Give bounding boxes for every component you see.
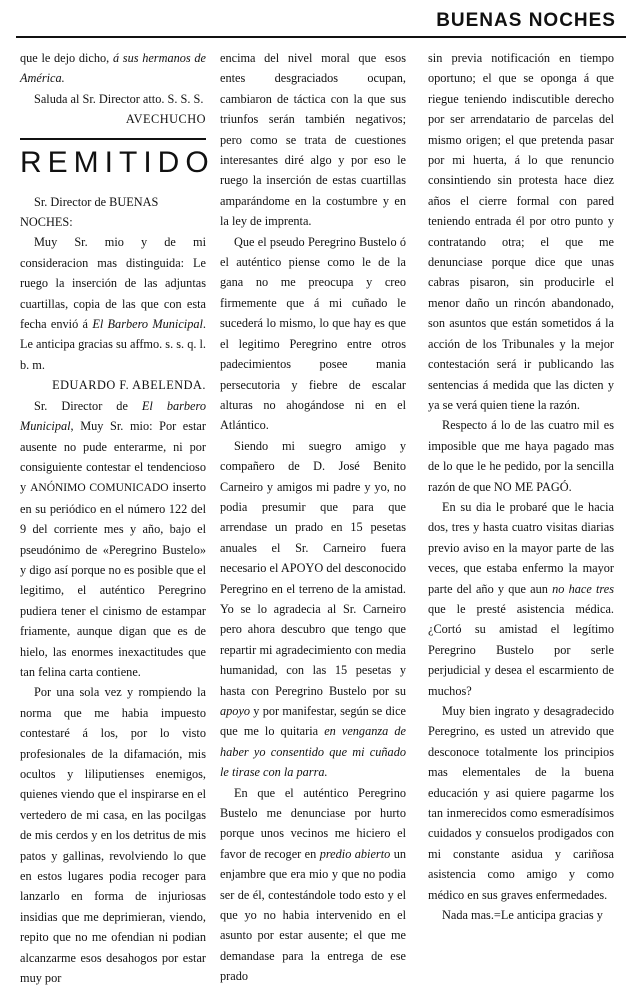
col1-letter-body: Sr. Director de El barbero Municipal, Muy Sr. mio: Por estar ausente no pude enterarme, ni por consiguiente contestar el tendencioso y ANÓNIMO COMUNICADO inserto en su periódico en el número 122 del 9 del corriente mes y año, bajo el pseudónimo de «Peregrino Bustelo» y digo así porque no es posible que el legitimo, el auténtico Peregrino pudiera tener el cinismo de estampar friamente, aunque digan que es de hielo, las enormes inexactitudes que tan felina carta contiene. xyxy=(20,398,206,679)
col3-paragraph-visitas: En su dia le probaré que le hacia dos, tres y hasta cuatro visitas diarias previo aviso en la mayor parte de las veces, que estaba enfermo la mayor parte del año y que aun no hace tres que le presté asistencia médica. ¿Cortó su amistad el legítimo Peregrino Bustelo por serle perjudicial y desea el escarmiento de muchos? xyxy=(428,499,614,698)
column-1 xyxy=(20,48,215,986)
col3-paragraph-1: sin previa notificación en tiempo oportuno; el que se oponga á que riegue teniendo indiscutible derecho por ser arrendatario de parcelas del mismo origen; el que pretenda pasar por mi huerta, á lo que renuncio consintiendo sin protesta hace diez años el cierre formal con pared teniendo entrada él por otro punto y contratando otra; el que me denunciase porque dice que unas cabras pisaron, sin producirle el menor daño un rincón abandonado, son asuntos que están sometidos á la acción de los Tribunales y la mejor contestación será ir publicando las sentencias á medida que las dicten y ya se verá quien tiene la razón. xyxy=(428,51,614,412)
col1-paragraph-norma: Por una sola vez y rompiendo la norma que me habia impuesto contestaré á los, por lo visto profesionales de la difamación, mis ocultos y liliputienses enemigos, quienes viendo que el inspirarse en el vertedero de mi casa, en las pocilgas de mis cerdos y en los detritus de mis patos y gallinas, revolviendo lo que en estos lugares podia recoger para lanzarlo en forma de injuriosas insidias que me deprimieran, viendo, repito que no me ofendian ni podian alcanzarme esos desahogos por estar muy por xyxy=(20,685,206,986)
newspaper-title: BUENAS NOCHES xyxy=(436,10,616,31)
col1-address-line: Sr. Director de BUENAS NOCHES: xyxy=(20,194,159,230)
col1-signature-avechucho: AVECHUCHO xyxy=(125,112,206,127)
col1-letter-intro: Muy Sr. mio y de mi consideracion mas distinguida: Le ruego la inserción de las adjuntas cuartillas, copia de las que con esta fecha envió á El Barbero Municipal. Le anticipa gracias su affmo. s. s. q. l. b. m. xyxy=(20,235,206,372)
col2-paragraph-pseudo: Que el pseudo Peregrino Bustelo ó el auténtico piense como le de la gana no me preocupa y creo firmemente que á mi cuñado le sucederá lo mismo, lo que hay es que el legitimo Peregrino entre otros padecimientos posee mania persecutoria y fiebre de escalar alturas no ahogándose ni en el Atlántico. xyxy=(220,234,406,433)
col1-paragraph-1: que le dejo dicho, á sus hermanos de América. xyxy=(20,51,206,86)
column-2 xyxy=(220,48,406,984)
col3-paragraph-ingrato: Muy bien ingrato y desagradecido Peregrino, es usted un atrevido que desconoce totalmente los principios mas elementales de la buena educación y asi quiere pagarme los tan inmerecidos como esmeradísimos cuidados y consuelos prodigados con mi constante asidua y cariñosa asistencia como amigo y como médico en sus graves enfermedades. xyxy=(428,704,614,902)
col2-paragraph-1: encima del nivel moral que esos entes desgraciados ocupan, cambiaron de táctica con la que sus triunfos serán también negativos; pero como se trata de cuestiones interesantes diré algo y por eso le ruego la inserción de estas cuartillas amparándome en la costumbre y en la ley de imprenta. xyxy=(220,51,406,229)
page-header xyxy=(16,6,626,38)
col1-signature-abelenda: EDUARDO F. ABELENDA. xyxy=(52,378,206,393)
col2-paragraph-hurto: En que el auténtico Peregrino Bustelo me denunciase por hurto porque unos vecinos me hiciero el favor de recoger en predio abierto un enjambre que era mio y que no podia ser de él, contestándole todo esto y el que yo no habia intervenido en el asunto por estar ausente; el que me demandase para la entrega de ese prado xyxy=(220,785,406,984)
col3-paragraph-cuatro-mil: Respecto á lo de las cuatro mil es imposible que me haya pagado mas de lo que le he pedido, por la sencilla razón de que NO ME PAGÓ. xyxy=(428,418,614,494)
col1-salutation: Saluda al Sr. Director atto. S. S. S. xyxy=(34,91,204,106)
section-title-remitido: REMITIDO xyxy=(20,138,206,180)
col2-paragraph-suegro: Siendo mi suegro amigo y compañero de D. José Benito Carneiro y amigos mi padre y yo, no podia presumir que para que arrendase un prado en 15 pesetas anuales el Sr. Carneiro fuera necesario el APOYO del desconocido Peregrino en el terreno de la amistad. Yo se lo agradecia al Sr. Carneiro pero ahora descubro que tengo que repartir mi agradecimiento con media humanidad, con las 15 pesetas y hasta con Peregrino Bustelo por su apoyo y por manifestar, según se dice que me lo quitaria en venganza de haber yo consentido que mi cuñado le tirase con la parra. xyxy=(220,438,406,780)
col3-paragraph-nada-mas: Nada mas.=Le anticipa gracias y xyxy=(442,908,603,923)
column-3 xyxy=(428,48,614,923)
